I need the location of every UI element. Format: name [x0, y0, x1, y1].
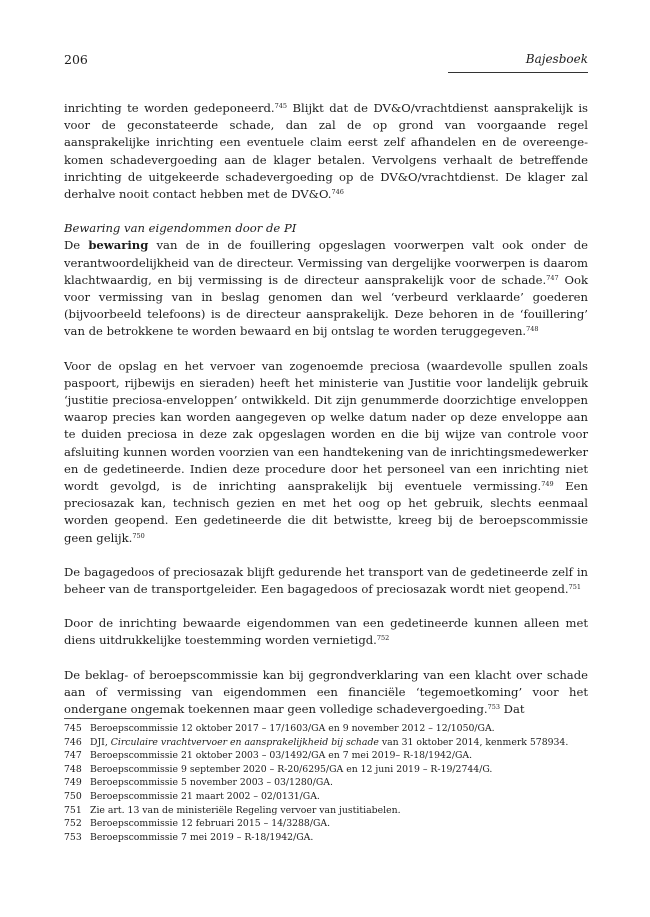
footnote-number: 745 — [64, 723, 82, 734]
footnote-ref[interactable]: 745 — [274, 102, 288, 110]
footnote-number: 746 — [64, 736, 82, 748]
footnote-text: Beroepscommissie 21 oktober 2003 – 03/1492/GA en 7 mei 2019– R-18/1942/GA. — [90, 750, 473, 762]
footnote — [64, 804, 588, 818]
footnote-ref[interactable]: 747 — [546, 273, 559, 282]
footnote-text: Beroepscommissie 12 februari 2015 – 14/3288/GA. — [90, 818, 331, 830]
footnote — [64, 790, 588, 804]
footnote-number: 747 — [64, 750, 82, 762]
footnote — [64, 736, 588, 750]
footnote-number: 749 — [64, 777, 82, 789]
footnote-number: 750 — [64, 790, 82, 802]
paragraph: inrichting te worden gedeponeerd.$^{745}$ Blijkt dat de DV&O/vrachtdienst aansprakelijk is voor de geconstateerde schade, dan zal de op grond van voorgaande regel aansprakelijke inrichting een eventuele claim eerst zelf afhandelen en de overeengekomen schadevergoeding aan de klager betalen. Vervolgens verhaalt de betreffende inrichting de uitgekeerde schadevergoeding op de DV&O/vrachtdienst. De klager zal derhalve nooit contact hebben met de DV&O.$^{746}$ — [64, 101, 588, 202]
footnote — [64, 776, 588, 790]
paragraph: De bewaring van de in de fouillering opgeslagen voorwerpen valt ook onder de verantwoordelijkheid van de directeur. Vermissing van dergelijke voorwerpen is daarom klachtwaardig, en bij vermissing is de directeur aansprakelijk voor de schade.$^{747}$ Ook voor vermissing van in beslag genomen dan wel ‘verbeurd verklaarde’ goederen (bijvoorbeeld telefoons) is de directeur aansprakelijk. Deze behoren in de ‘fouillering’ van de betrokkene te worden bewaard en bij ontslag te worden teruggegeven.$^{748}$ — [64, 238, 588, 339]
footnote — [64, 831, 588, 845]
page-header — [64, 48, 588, 74]
footnote-text: Beroepscommissie 5 november 2003 – 03/1280/GA. — [90, 777, 333, 789]
footnote-ref[interactable]: 746 — [331, 188, 344, 197]
footnote — [64, 763, 588, 777]
footnotes — [64, 718, 588, 844]
header-rule — [448, 72, 588, 73]
body-text — [64, 100, 588, 718]
paragraph: De bagagedoos of preciosazak blijft gedurende het transport van de gedetineerde zelf in beheer van de transportgeleider. Een bagagedoos of preciosazak wordt niet geopend.$^{751}$ — [64, 564, 588, 597]
footnote-ref[interactable]: 752 — [376, 634, 390, 643]
paragraph: Voor de opslag en het vervoer van zogenoemde preciosa (waardevolle spullen zoals paspoort, rijbewijs en sieraden) heeft het ministerie van Justitie voor landelijk gebruik ‘justitie preciosa-enveloppen’ ontwikkeld. Dit zijn genummerde doorzichtige enveloppen waarop precies kan worden aangegeven op welke datum nader op deze enveloppe aan te duiden preciosa in deze zak opgeslagen worden en die bij wijze van controle voor afsluiting kunnen worden voorzien van een handtekening van de inrichtingsmedewerker en de gedetineerde. Indien deze procedure door het personeel van een inrichting niet wordt gevolgd, is de inrichting aansprakelijk bij eventuele vermissing.$^{749}$ Een preciosazak kan, technisch gezien en met het oog op het gebruik, slechts eenmaal worden geopend. Een gedetineerde die dit betwistte, kreeg bij de beroepscommissie geen gelijk.$^{750}$ — [64, 358, 588, 545]
circular-title: Circulaire vrachtvervoer en aansprakelijkheid bij schade — [110, 736, 379, 748]
footnote-text: Zie art. 13 van de ministeriële Regeling vervoer van justitiabelen. — [90, 804, 401, 816]
footnote-number: 748 — [64, 763, 82, 775]
footnote-text: DJI, Circulaire vrachtvervoer en aansprakelijkheid bij schade van 31 oktober 2014, kenmerk 578934. — [90, 736, 569, 748]
page-number: 206 — [64, 52, 88, 67]
footnote-ref[interactable]: 748 — [526, 325, 539, 334]
paragraph: Door de inrichting bewaarde eigendommen van een gedetineerde kunnen alleen met diens uitdrukkelijke toestemming worden vernietigd.$^{752}$ — [64, 616, 588, 648]
paragraph: De beklag- of beroepscommissie kan bij gegrondverklaring van een klacht over schade aan of vermissing van eigendommen een financiële ‘tegemoetkoming’ voor het ondergane ongemak toekennen maar geen volledige schadevergoeding.$^{753}$ Dat — [64, 667, 588, 717]
footnote-text: Beroepscommissie 12 oktober 2017 – 17/1603/GA en 9 november 2012 – 12/1050/GA. — [90, 723, 495, 734]
footnote — [64, 817, 588, 831]
bold-term: bewaring — [88, 238, 149, 253]
running-title: Bajesboek — [525, 52, 588, 66]
footnote-text: Beroepscommissie 7 mei 2019 – R-18/1942/GA. — [90, 831, 314, 843]
footnote-ref[interactable]: 751 — [568, 583, 582, 592]
footnote-ref[interactable]: 749 — [541, 480, 554, 489]
footnote-ref[interactable]: 750 — [132, 531, 145, 540]
footnote-number: 752 — [64, 818, 82, 830]
footnote-number: 751 — [64, 804, 82, 816]
footnote-ref[interactable]: 753 — [487, 703, 500, 712]
footnote-number: 753 — [64, 831, 82, 843]
footnote-text: Beroepscommissie 9 september 2020 – R-20/6295/GA en 12 juni 2019 – R-19/2744/G. — [90, 763, 493, 775]
footnote-rule — [64, 718, 162, 719]
footnote-text: Beroepscommissie 21 maart 2002 – 02/0131/GA. — [90, 790, 320, 802]
section-subheading: Bewaring van eigendommen door de PI — [64, 221, 297, 236]
footnote — [64, 722, 588, 736]
footnote — [64, 749, 588, 763]
